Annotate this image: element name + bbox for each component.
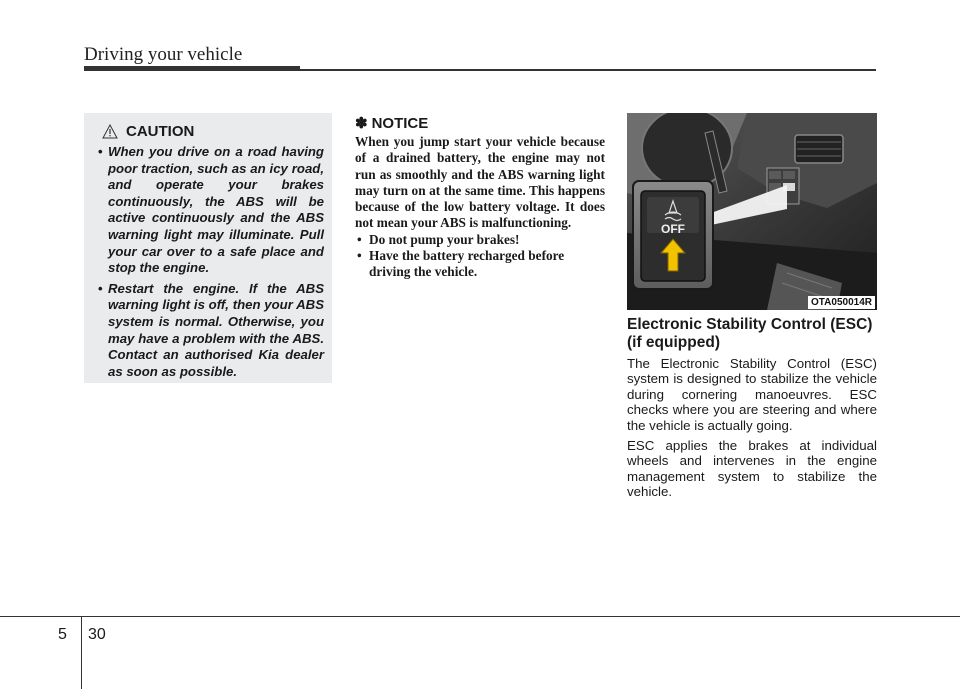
page-number: 30 — [88, 626, 106, 643]
chapter-number: 5 — [58, 626, 67, 643]
header-rule-thin — [300, 69, 876, 71]
running-head: Driving your vehicle — [84, 44, 243, 65]
esc-heading: Electronic Stability Control (ESC) (if equipped) — [627, 316, 873, 351]
footer-rule-horizontal — [0, 616, 960, 617]
warning-triangle-icon — [102, 124, 118, 139]
notice-section — [355, 114, 605, 281]
esc-paragraph: The Electronic Stability Control (ESC) system is designed to stabilize the vehicle during cornering manoeuvres. ESC checks where you are steering and where the vehicle is actually going. — [627, 356, 877, 433]
figure-code: OTA050014R — [808, 296, 875, 309]
footer-rule-vertical — [81, 616, 82, 689]
notice-item: • Do not pump your brakes! — [355, 232, 605, 248]
off-button-label: OFF — [661, 222, 685, 236]
esc-section — [627, 316, 877, 505]
dashboard-illustration — [627, 113, 877, 310]
notice-title — [355, 114, 605, 132]
caution-title-text: CAUTION — [126, 123, 195, 140]
esc-button-figure — [627, 113, 877, 310]
notice-title-text: NOTICE — [371, 114, 429, 132]
notice-list — [355, 232, 605, 281]
caution-title — [102, 123, 324, 140]
notice-item: • Have the battery recharged before driving the vehicle. — [355, 248, 605, 281]
caution-list — [96, 144, 324, 380]
caution-item: • When you drive on a road having poor traction, such as an icy road, and operate your brakes continuously, the ABS will be active continuously and the ABS warning light may illuminate. Pull your car over to a safe place and stop the engine. — [96, 144, 324, 277]
esc-paragraph: ESC applies the brakes at individual wheels and intervenes in the engine management system to stabilize the vehicle. — [627, 438, 877, 500]
notice-body: When you jump start your vehicle because of a drained battery, the engine may not run as smoothly and the ABS warning light may turn on at the same time. This happens because of the low battery voltage. It does not mean your ABS is malfunctioning. — [355, 134, 605, 231]
caution-item: • Restart the engine. If the ABS warning light is off, then your ABS system is normal. Otherwise, you may have a problem with the ABS. Contact an authorised Kia dealer as soon as possible. — [96, 281, 324, 381]
caution-box — [84, 113, 332, 383]
header-rule-thick — [84, 66, 300, 71]
notice-symbol-icon: ✽ — [355, 115, 368, 132]
